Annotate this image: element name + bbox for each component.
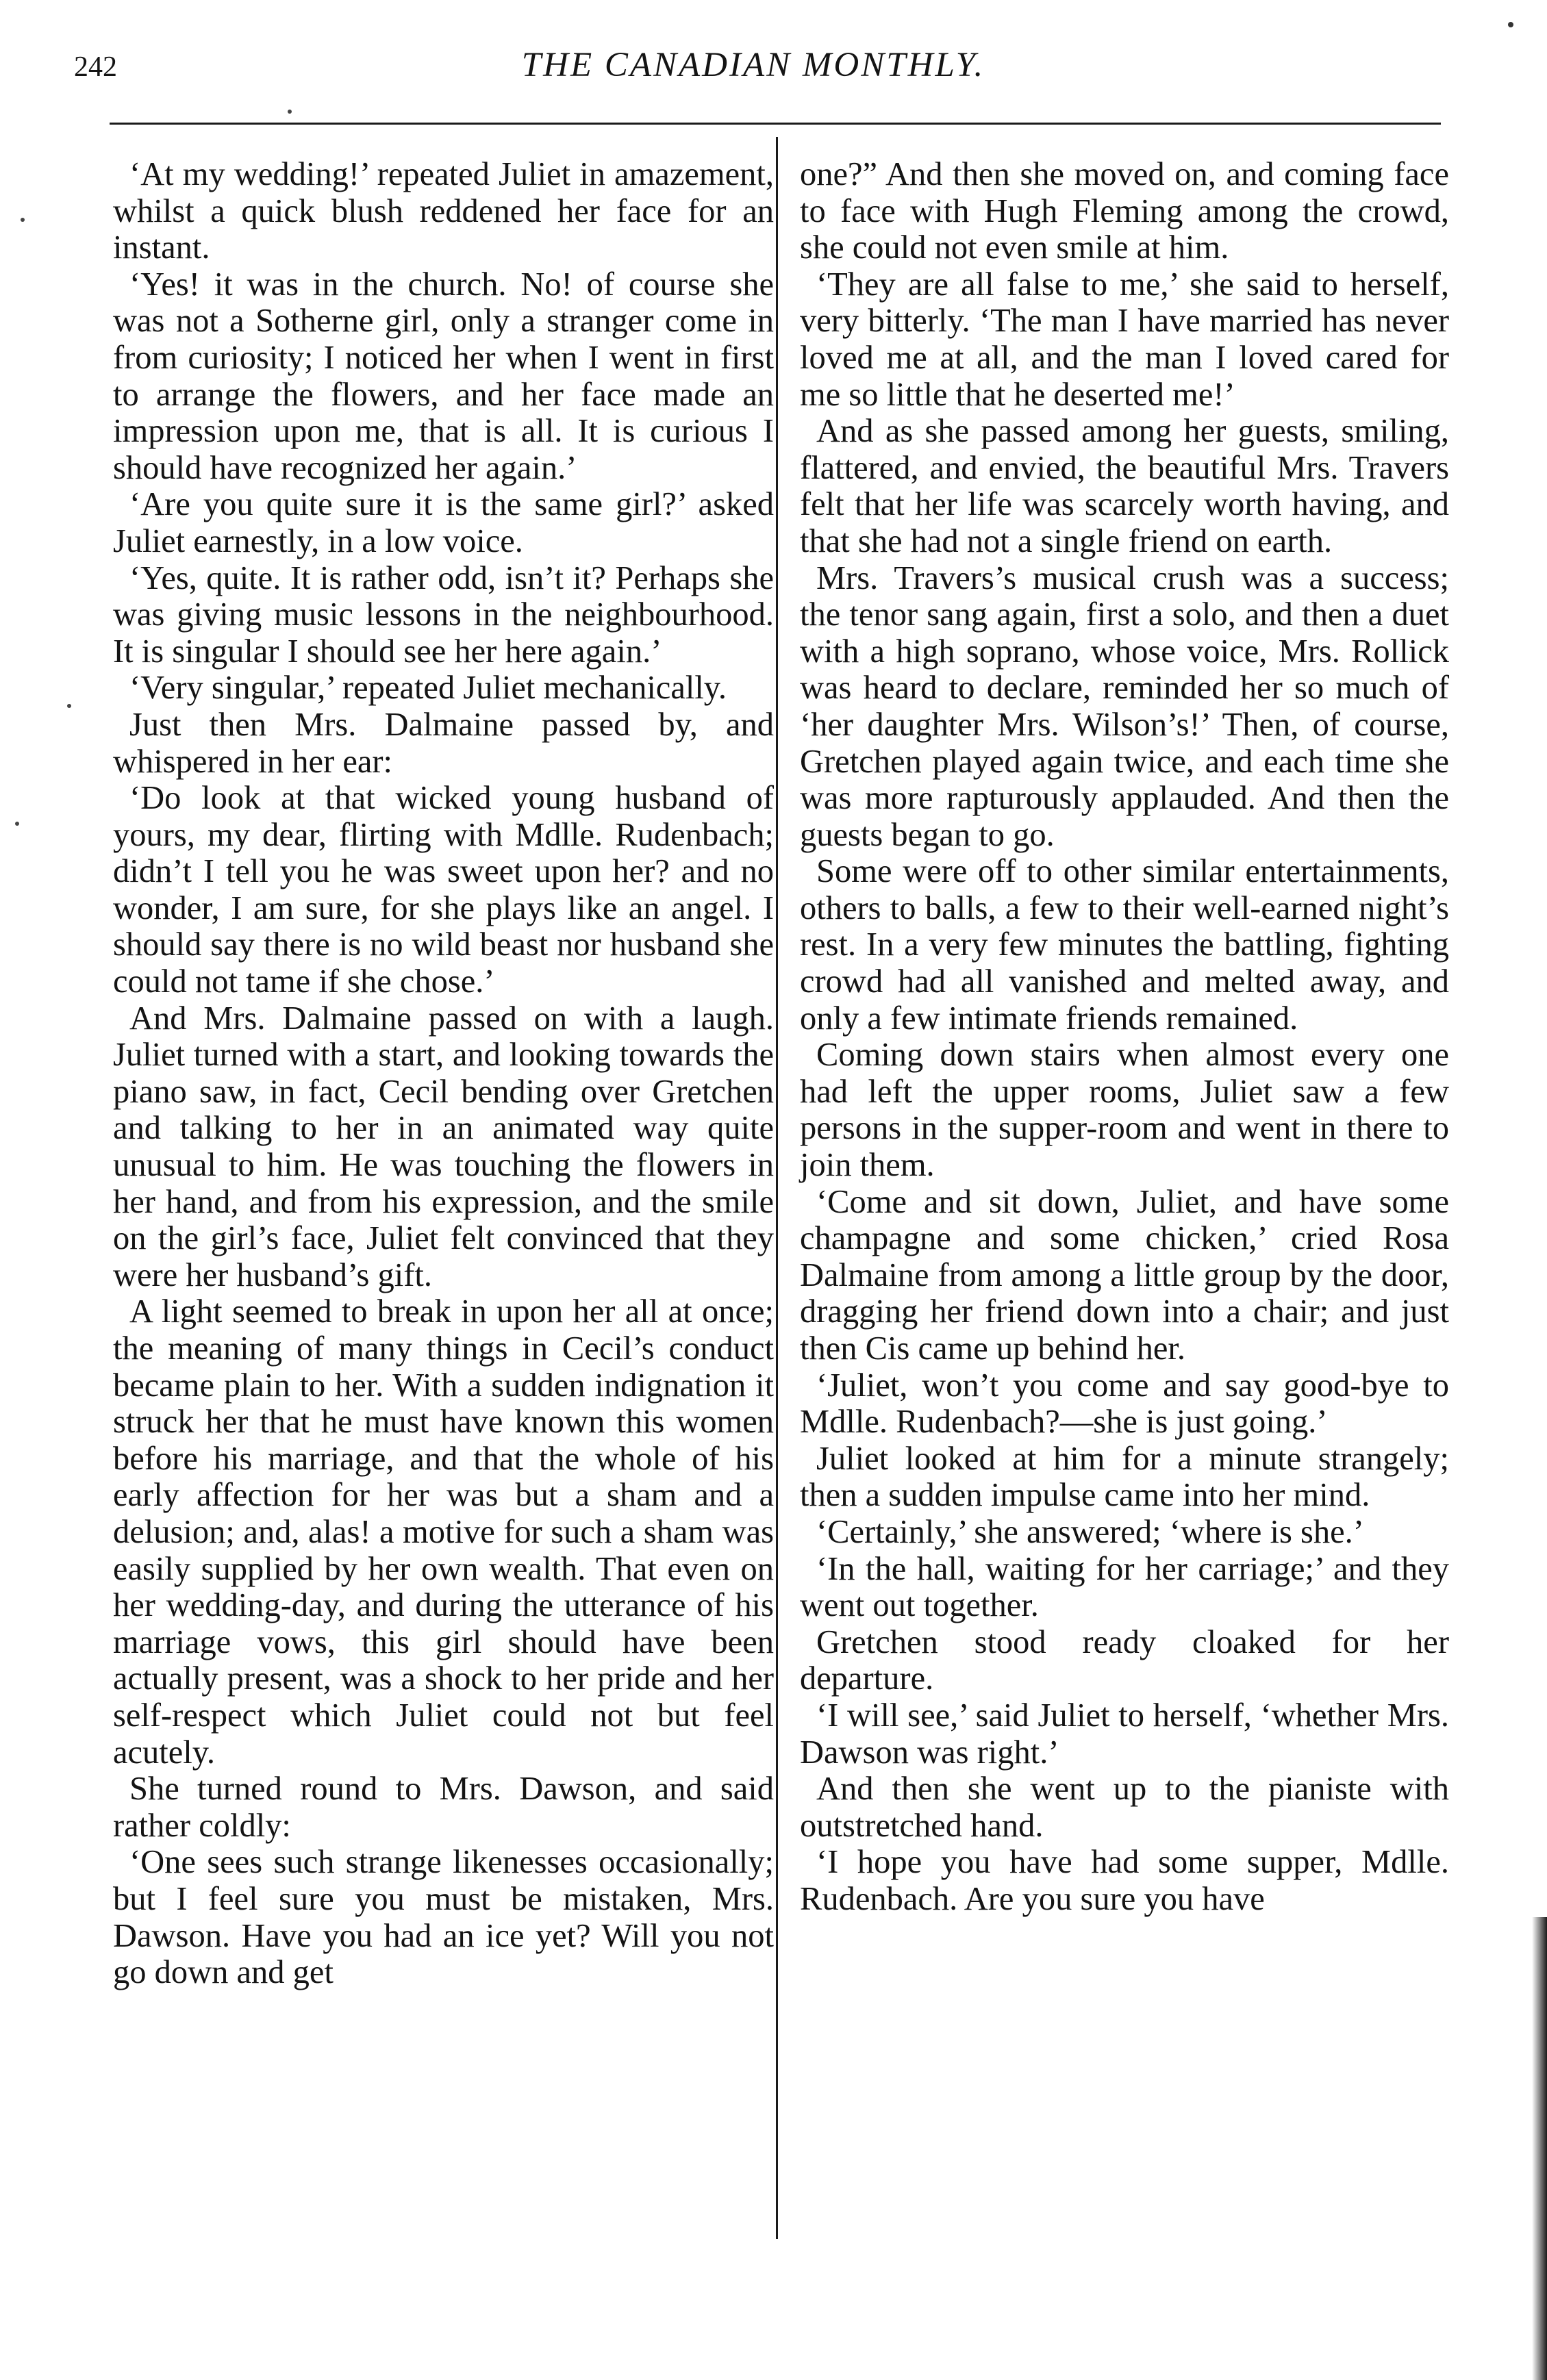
scan-speck [67, 704, 71, 708]
page-edge-shadow [1532, 1917, 1547, 2380]
paragraph: And then she went up to the pianiste with outstretched hand. [800, 1771, 1449, 1844]
header-rule [110, 123, 1441, 125]
paragraph: ‘Certainly,’ she answered; ‘where is she.’ [816, 1513, 1364, 1550]
paragraph: A light seemed to break in upon her all at once; the meaning of many things in Cecil’s conduct became plain to her. With a sudden indignation it struck her that he must have known this women before his marriage, and that the whole of his early affection for her was but a sham and a delusion; and, alas! a motive for such a sham was easily supplied by her own wealth. That even on her wedding-day, and during the utterance of his marriage vows, this girl should have been actually present, was a shock to her pride and her self-respect which Juliet could not but feel acutely. [113, 1293, 774, 1771]
paragraph: ‘Very singular,’ repeated Juliet mechanically. [129, 670, 727, 707]
paragraph: Just then Mrs. Dalmaine passed by, and whispered in her ear: [113, 706, 774, 780]
scan-speck [21, 218, 25, 222]
paragraph: ‘Are you quite sure it is the same girl?’ asked Juliet earnestly, in a low voice. [113, 486, 774, 559]
paragraph: ‘Yes! it was in the church. No! of course she was not a Sotherne girl, only a stranger come in from curiosity; I noticed her when I went in first to arrange the flowers, and her face made an impression upon me, that is all. It is curious I should have recognized her again.’ [113, 266, 774, 486]
paragraph: one?” And then she moved on, and coming face to face with Hugh Fleming among the crowd, she could not even smile at him. [800, 156, 1449, 266]
running-title: THE CANADIAN MONTHLY. [521, 46, 985, 84]
paragraph: ‘Do look at that wicked young husband of yours, my dear, flirting with Mdlle. Rudenbach; didn’t I tell you he was sweet upon her? and no wonder, I am sure, for she plays like an angel. I should say there is no wild beast nor husband she could not tame if she chose.’ [113, 780, 774, 1000]
paragraph: Mrs. Travers’s musical crush was a success; the tenor sang again, first a solo, and then a duet with a high soprano, whose voice, Mrs. Rollick was heard to declare, reminded her so much of ‘her daughter Mrs. Wilson’s!’ Then, of course, Gretchen played again twice, and each time she was more rapturously applauded. And then the guests began to go. [800, 559, 1449, 853]
page-number: 242 [74, 51, 117, 83]
scan-speck [15, 822, 19, 826]
paragraph: ‘Juliet, won’t you come and say good-bye to Mdlle. Rudenbach?—she is just going.’ [800, 1367, 1449, 1441]
column-divider [776, 137, 778, 2239]
paragraph: And as she passed among her guests, smiling, flattered, and envied, the beautiful Mrs. Travers felt that her life was scarcely worth having, and that she had not a single friend on earth. [800, 413, 1449, 559]
paragraph: ‘They are all false to me,’ she said to herself, very bitterly. ‘The man I have married has never loved me at all, and the man I loved cared for me so little that he deserted me!’ [800, 266, 1449, 413]
right-column [800, 156, 1449, 1918]
left-column [113, 156, 774, 1991]
paragraph: And Mrs. Dalmaine passed on with a laugh. Juliet turned with a start, and looking towards the piano saw, in fact, Cecil bending over Gretchen and talking to her in an animated way quite unusual to him. He was touching the flowers in her hand, and from his expression, and the smile on the girl’s face, Juliet felt convinced that they were her husband’s gift. [113, 1000, 774, 1293]
scan-speck [288, 110, 292, 114]
page-header [0, 41, 1547, 103]
paragraph: ‘I hope you have had some supper, Mdlle. Rudenbach. Are you sure you have [800, 1844, 1449, 1917]
paragraph: Juliet looked at him for a minute strangely; then a sudden impulse came into her mind. [800, 1440, 1449, 1514]
paragraph: Some were off to other similar entertainments, others to balls, a few to their well-earned night’s rest. In a very few minutes the battling, fighting crowd had all vanished and melted away, and only a few intimate friends remained. [800, 853, 1449, 1037]
paragraph: ‘One sees such strange likenesses occasionally; but I feel sure you must be mistaken, Mrs. Dawson. Have you had an ice yet? Will you not go down and get [113, 1844, 774, 1991]
scan-speck [1508, 22, 1513, 27]
paragraph: ‘In the hall, waiting for her carriage;’ and they went out together. [800, 1550, 1449, 1624]
paragraph: ‘Come and sit down, Juliet, and have some champagne and some chicken,’ cried Rosa Dalmaine from among a little group by the door, dragging her friend down into a chair; and just then Cis came up behind her. [800, 1183, 1449, 1367]
paragraph: ‘At my wedding!’ repeated Juliet in amazement, whilst a quick blush reddened her face for an instant. [113, 156, 774, 266]
paragraph: Coming down stairs when almost every one had left the upper rooms, Juliet saw a few persons in the supper-room and went in there to join them. [800, 1037, 1449, 1184]
paragraph: Gretchen stood ready cloaked for her departure. [800, 1623, 1449, 1697]
paragraph: ‘Yes, quite. It is rather odd, isn’t it? Perhaps she was giving music lessons in the neighbourhood. It is singular I should see her here again.’ [113, 559, 774, 670]
paragraph: ‘I will see,’ said Juliet to herself, ‘whether Mrs. Dawson was right.’ [800, 1697, 1449, 1771]
paragraph: She turned round to Mrs. Dawson, and said rather coldly: [113, 1771, 774, 1844]
